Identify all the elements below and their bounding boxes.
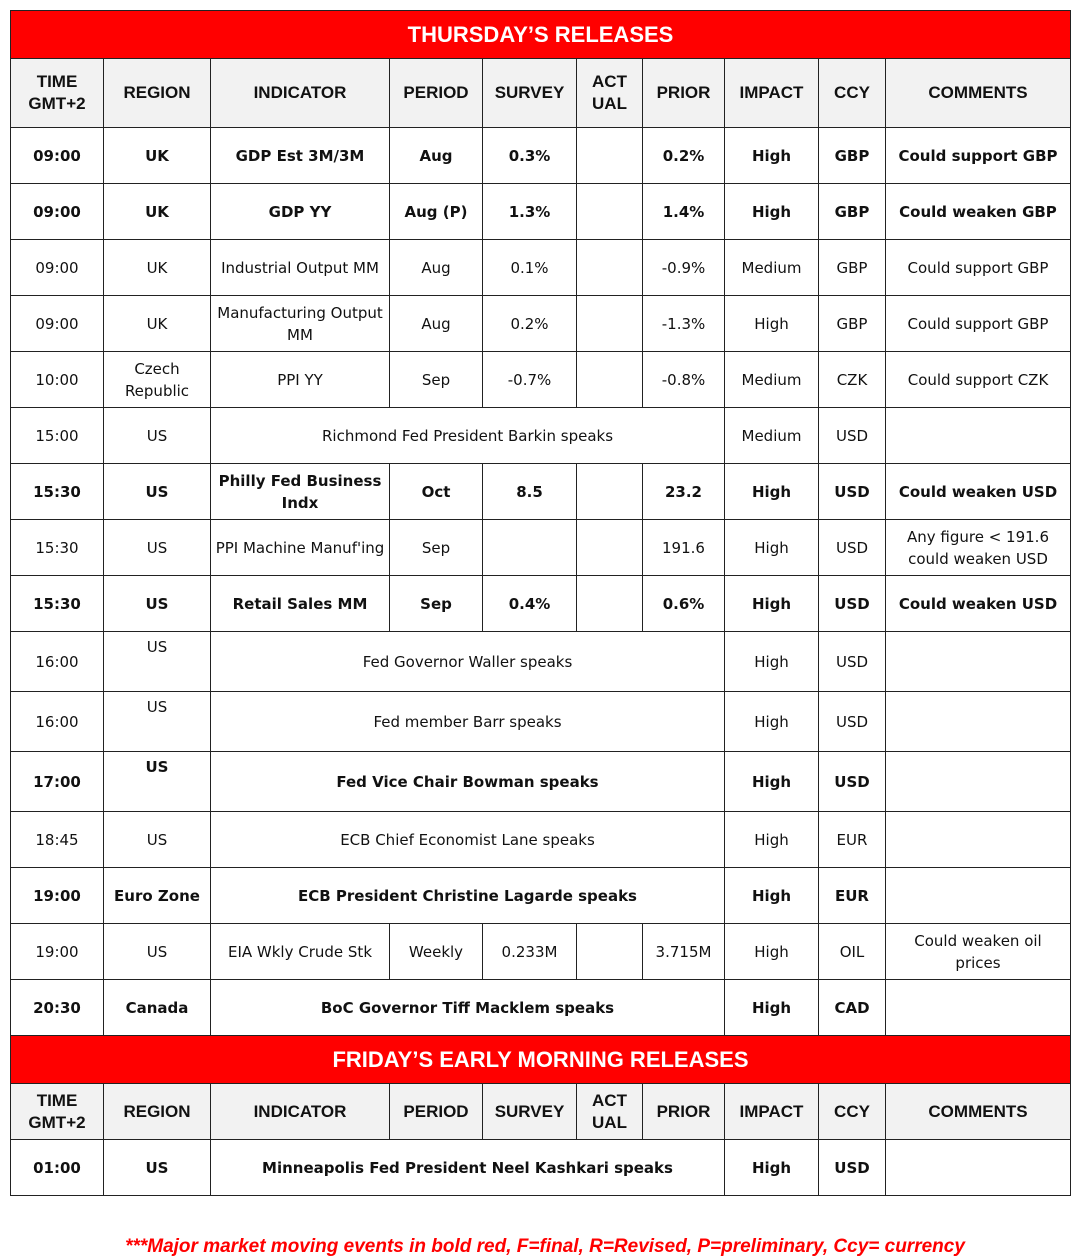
- time-cell: 17:00: [11, 752, 104, 812]
- ccy-cell: OIL: [819, 924, 886, 980]
- comments-cell: Could support GBP: [886, 128, 1071, 184]
- footnote: ***Major market moving events in bold red, F=final, R=Revised, P=preliminary, Ccy= currency: [125, 1236, 965, 1257]
- impact-cell: High: [725, 184, 819, 240]
- column-header-time: TIME GMT+2: [11, 59, 104, 128]
- region-cell: US: [104, 576, 211, 632]
- period-cell: Weekly: [390, 924, 483, 980]
- survey-cell: [483, 520, 577, 576]
- time-cell: 15:30: [11, 464, 104, 520]
- ccy-cell: USD: [819, 408, 886, 464]
- table-row: [11, 408, 1071, 464]
- region-cell: Czech Republic: [104, 352, 211, 408]
- ccy-cell: USD: [819, 632, 886, 692]
- table-row: [11, 752, 1071, 812]
- column-header-ccy: CCY: [819, 1084, 886, 1140]
- actual-cell: [577, 240, 643, 296]
- comments-cell: [886, 868, 1071, 924]
- region-cell: Canada: [104, 980, 211, 1036]
- actual-cell: [577, 520, 643, 576]
- indicator-cell: GDP YY: [211, 184, 390, 240]
- column-header-indicator: INDICATOR: [211, 1084, 390, 1140]
- comments-cell: [886, 752, 1071, 812]
- releases-table: [10, 10, 1071, 1196]
- period-cell: Sep: [390, 576, 483, 632]
- region-cell: Euro Zone: [104, 868, 211, 924]
- table-row: [11, 184, 1071, 240]
- actual-cell: [577, 184, 643, 240]
- region-cell: US: [104, 752, 211, 812]
- region-cell: UK: [104, 240, 211, 296]
- impact-cell: High: [725, 868, 819, 924]
- survey-cell: -0.7%: [483, 352, 577, 408]
- table-row: [11, 520, 1071, 576]
- region-cell: UK: [104, 128, 211, 184]
- region-cell: UK: [104, 184, 211, 240]
- table-row: [11, 128, 1071, 184]
- prior-cell: 191.6: [643, 520, 725, 576]
- period-cell: Aug: [390, 240, 483, 296]
- column-header-survey: SURVEY: [483, 1084, 577, 1140]
- period-cell: Sep: [390, 352, 483, 408]
- time-cell: 09:00: [11, 128, 104, 184]
- period-cell: Aug (P): [390, 184, 483, 240]
- comments-cell: Any figure < 191.6 could weaken USD: [886, 520, 1071, 576]
- time-cell: 10:00: [11, 352, 104, 408]
- prior-cell: -0.8%: [643, 352, 725, 408]
- impact-cell: High: [725, 128, 819, 184]
- comments-cell: Could weaken oil prices: [886, 924, 1071, 980]
- period-cell: Sep: [390, 520, 483, 576]
- comments-cell: [886, 632, 1071, 692]
- indicator-cell: Industrial Output MM: [211, 240, 390, 296]
- prior-cell: 3.715M: [643, 924, 725, 980]
- table-row: [11, 296, 1071, 352]
- comments-cell: Could support GBP: [886, 240, 1071, 296]
- column-header-survey: SURVEY: [483, 59, 577, 128]
- indicator-cell: Fed Vice Chair Bowman speaks: [211, 752, 725, 812]
- survey-cell: 1.3%: [483, 184, 577, 240]
- column-header-impact: IMPACT: [725, 59, 819, 128]
- ccy-cell: USD: [819, 1140, 886, 1196]
- survey-cell: 0.233M: [483, 924, 577, 980]
- table-row: [11, 924, 1071, 980]
- impact-cell: High: [725, 752, 819, 812]
- impact-cell: High: [725, 812, 819, 868]
- table-row: [11, 1140, 1071, 1196]
- comments-cell: Could weaken USD: [886, 464, 1071, 520]
- column-header-actual: ACT UAL: [577, 1084, 643, 1140]
- indicator-cell: Minneapolis Fed President Neel Kashkari speaks: [211, 1140, 725, 1196]
- ccy-cell: USD: [819, 692, 886, 752]
- comments-cell: Could support GBP: [886, 296, 1071, 352]
- period-cell: Oct: [390, 464, 483, 520]
- impact-cell: High: [725, 632, 819, 692]
- ccy-cell: EUR: [819, 868, 886, 924]
- time-cell: 16:00: [11, 632, 104, 692]
- comments-cell: [886, 980, 1071, 1036]
- ccy-cell: USD: [819, 520, 886, 576]
- time-cell: 19:00: [11, 924, 104, 980]
- comments-cell: [886, 692, 1071, 752]
- impact-cell: High: [725, 296, 819, 352]
- region-cell: US: [104, 632, 211, 692]
- region-cell: US: [104, 1140, 211, 1196]
- column-header-actual: ACT UAL: [577, 59, 643, 128]
- ccy-cell: USD: [819, 752, 886, 812]
- column-header-time: TIME GMT+2: [11, 1084, 104, 1140]
- ccy-cell: GBP: [819, 296, 886, 352]
- region-cell: UK: [104, 296, 211, 352]
- impact-cell: High: [725, 576, 819, 632]
- impact-cell: High: [725, 464, 819, 520]
- survey-cell: 0.2%: [483, 296, 577, 352]
- period-cell: Aug: [390, 128, 483, 184]
- table-row: [11, 352, 1071, 408]
- indicator-cell: Richmond Fed President Barkin speaks: [211, 408, 725, 464]
- time-cell: 09:00: [11, 240, 104, 296]
- time-cell: 18:45: [11, 812, 104, 868]
- column-header-period: PERIOD: [390, 1084, 483, 1140]
- region-cell: US: [104, 464, 211, 520]
- ccy-cell: GBP: [819, 240, 886, 296]
- survey-cell: 8.5: [483, 464, 577, 520]
- ccy-cell: CAD: [819, 980, 886, 1036]
- column-header-prior: PRIOR: [643, 1084, 725, 1140]
- table-row: [11, 812, 1071, 868]
- prior-cell: 23.2: [643, 464, 725, 520]
- actual-cell: [577, 924, 643, 980]
- comments-cell: Could weaken USD: [886, 576, 1071, 632]
- time-cell: 01:00: [11, 1140, 104, 1196]
- time-cell: 15:30: [11, 576, 104, 632]
- indicator-cell: ECB Chief Economist Lane speaks: [211, 812, 725, 868]
- column-header-prior: PRIOR: [643, 59, 725, 128]
- region-cell: US: [104, 692, 211, 752]
- indicator-cell: Manufacturing Output MM: [211, 296, 390, 352]
- column-header-region: REGION: [104, 59, 211, 128]
- column-header-comments: COMMENTS: [886, 1084, 1071, 1140]
- actual-cell: [577, 296, 643, 352]
- indicator-cell: Fed member Barr speaks: [211, 692, 725, 752]
- table-row: [11, 980, 1071, 1036]
- actual-cell: [577, 576, 643, 632]
- actual-cell: [577, 464, 643, 520]
- actual-cell: [577, 352, 643, 408]
- time-cell: 19:00: [11, 868, 104, 924]
- indicator-cell: Philly Fed Business Indx: [211, 464, 390, 520]
- releases-calendar: [10, 10, 1070, 1196]
- prior-cell: -1.3%: [643, 296, 725, 352]
- prior-cell: -0.9%: [643, 240, 725, 296]
- friday-banner: FRIDAY’S EARLY MORNING RELEASES: [11, 1036, 1071, 1084]
- comments-cell: [886, 1140, 1071, 1196]
- survey-cell: 0.3%: [483, 128, 577, 184]
- indicator-cell: PPI Machine Manuf'ing: [211, 520, 390, 576]
- region-cell: US: [104, 520, 211, 576]
- ccy-cell: GBP: [819, 128, 886, 184]
- comments-cell: [886, 408, 1071, 464]
- impact-cell: Medium: [725, 408, 819, 464]
- column-header-region: REGION: [104, 1084, 211, 1140]
- indicator-cell: PPI YY: [211, 352, 390, 408]
- indicator-cell: EIA Wkly Crude Stk: [211, 924, 390, 980]
- column-header-period: PERIOD: [390, 59, 483, 128]
- impact-cell: High: [725, 980, 819, 1036]
- impact-cell: Medium: [725, 240, 819, 296]
- survey-cell: 0.4%: [483, 576, 577, 632]
- impact-cell: High: [725, 520, 819, 576]
- comments-cell: [886, 812, 1071, 868]
- time-cell: 09:00: [11, 184, 104, 240]
- ccy-cell: GBP: [819, 184, 886, 240]
- indicator-cell: Fed Governor Waller speaks: [211, 632, 725, 692]
- table-row: [11, 868, 1071, 924]
- indicator-cell: GDP Est 3M/3M: [211, 128, 390, 184]
- thursday-banner: THURSDAY’S RELEASES: [11, 11, 1071, 59]
- time-cell: 16:00: [11, 692, 104, 752]
- impact-cell: High: [725, 1140, 819, 1196]
- prior-cell: 0.2%: [643, 128, 725, 184]
- indicator-cell: BoC Governor Tiff Macklem speaks: [211, 980, 725, 1036]
- period-cell: Aug: [390, 296, 483, 352]
- ccy-cell: USD: [819, 576, 886, 632]
- table-row: [11, 240, 1071, 296]
- table-row: [11, 576, 1071, 632]
- ccy-cell: USD: [819, 464, 886, 520]
- time-cell: 15:30: [11, 520, 104, 576]
- region-cell: US: [104, 408, 211, 464]
- table-row: [11, 692, 1071, 752]
- impact-cell: Medium: [725, 352, 819, 408]
- region-cell: US: [104, 924, 211, 980]
- indicator-cell: ECB President Christine Lagarde speaks: [211, 868, 725, 924]
- prior-cell: 0.6%: [643, 576, 725, 632]
- ccy-cell: CZK: [819, 352, 886, 408]
- indicator-cell: Retail Sales MM: [211, 576, 390, 632]
- time-cell: 20:30: [11, 980, 104, 1036]
- table-row: [11, 632, 1071, 692]
- survey-cell: 0.1%: [483, 240, 577, 296]
- comments-cell: Could support CZK: [886, 352, 1071, 408]
- comments-cell: Could weaken GBP: [886, 184, 1071, 240]
- time-cell: 15:00: [11, 408, 104, 464]
- column-header-comments: COMMENTS: [886, 59, 1071, 128]
- impact-cell: High: [725, 924, 819, 980]
- table-row: [11, 464, 1071, 520]
- region-cell: US: [104, 812, 211, 868]
- time-cell: 09:00: [11, 296, 104, 352]
- column-header-indicator: INDICATOR: [211, 59, 390, 128]
- actual-cell: [577, 128, 643, 184]
- column-header-ccy: CCY: [819, 59, 886, 128]
- impact-cell: High: [725, 692, 819, 752]
- ccy-cell: EUR: [819, 812, 886, 868]
- prior-cell: 1.4%: [643, 184, 725, 240]
- column-header-impact: IMPACT: [725, 1084, 819, 1140]
